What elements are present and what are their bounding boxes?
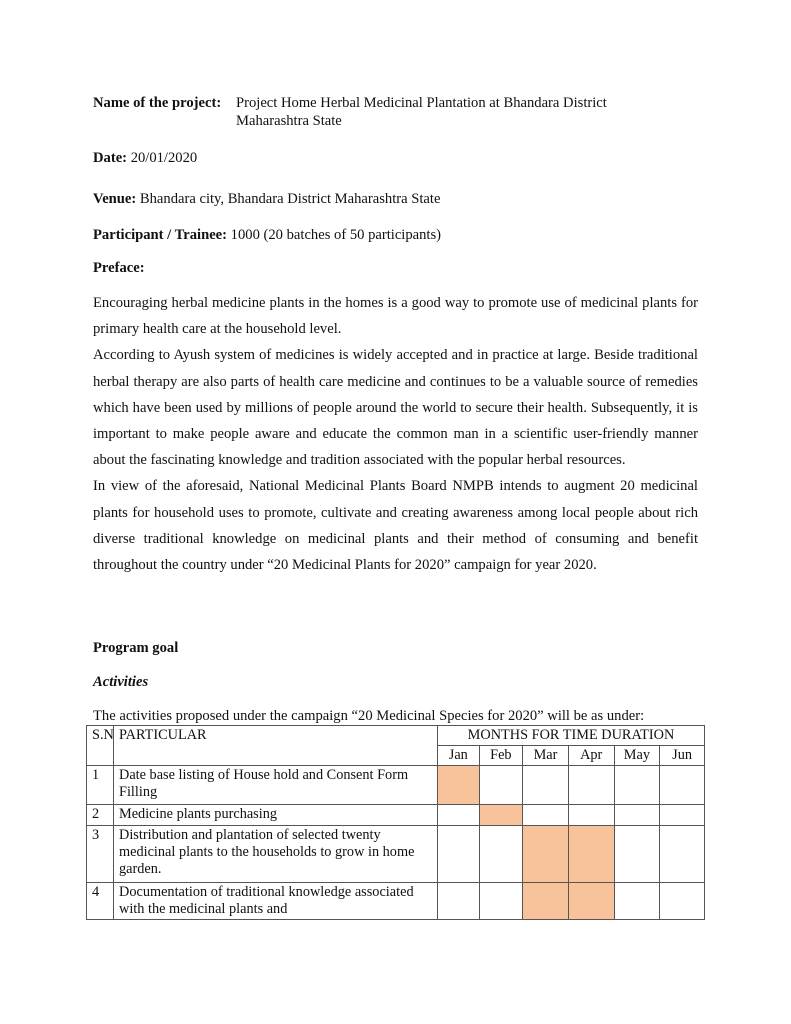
preface-paragraph: In view of the aforesaid, National Medicinal Plants Board NMPB intends to augment 20 medicinal plants for household uses to promote, cultivate and creating awareness among local people about rich diverse traditional knowledge on medicinal plants and their method of consuming and benefit throughout the country under “20 Medicinal Plants for 2020” campaign for year 2020. (93, 478, 698, 574)
month-cell (568, 826, 614, 883)
month-cell (523, 805, 569, 826)
month-cell (438, 766, 480, 805)
activities-heading: Activities (93, 674, 149, 690)
month-cell (660, 883, 705, 920)
program-goal-heading: Program goal (93, 640, 179, 656)
month-header: Jan (438, 746, 480, 766)
venue-label: Venue: (93, 191, 137, 207)
month-cell (438, 826, 480, 883)
month-cell (523, 826, 569, 883)
row-sn: 2 (87, 805, 114, 826)
date-value: 20/01/2020 (127, 150, 198, 166)
month-cell (660, 805, 705, 826)
month-cell (568, 883, 614, 920)
month-cell (479, 826, 523, 883)
month-cell (438, 805, 480, 826)
month-cell (479, 805, 523, 826)
month-cell (660, 766, 705, 805)
preface-paragraph: Encouraging herbal medicine plants in the homes is a good way to promote use of medicinal plants for primary health care at the household level. (93, 295, 698, 338)
activities-intro: The activities proposed under the campaign “20 Medicinal Species for 2020” will be as under: (93, 708, 645, 724)
row-particular: Documentation of traditional knowledge associated with the medicinal plants and (114, 883, 438, 920)
month-header: Mar (523, 746, 569, 766)
header-months: MONTHS FOR TIME DURATION (438, 726, 705, 746)
venue-row (93, 190, 440, 208)
table-row (87, 883, 705, 920)
row-sn: 3 (87, 826, 114, 883)
participant-label: Participant / Trainee: (93, 227, 228, 243)
month-cell (614, 766, 660, 805)
row-particular: Distribution and plantation of selected twenty medicinal plants to the households to grow in home garden. (114, 826, 438, 883)
month-cell (523, 766, 569, 805)
preface-heading: Preface: (93, 260, 145, 276)
month-header: May (614, 746, 660, 766)
month-cell (479, 883, 523, 920)
month-cell (568, 766, 614, 805)
header-sn: S.N (87, 726, 114, 766)
table-row (87, 805, 705, 826)
month-header: Feb (479, 746, 523, 766)
row-particular: Date base listing of House hold and Consent Form Filling (114, 766, 438, 805)
participant-value: 1000 (20 batches of 50 participants) (227, 227, 442, 243)
date-label: Date: (93, 150, 128, 166)
table-row (87, 826, 705, 883)
header-particular: PARTICULAR (114, 726, 438, 766)
month-cell (523, 883, 569, 920)
project-name-value: Project Home Herbal Medicinal Plantation at Bhandara District Maharashtra State (236, 95, 607, 129)
row-sn: 1 (87, 766, 114, 805)
month-cell (479, 766, 523, 805)
month-cell (614, 826, 660, 883)
month-cell (660, 826, 705, 883)
project-name-label: Name of the project: (93, 95, 222, 111)
preface-paragraph: According to Ayush system of medicines is widely accepted and in practice at large. Beside traditional herbal therapy are also parts of health care medicine and continues to be a valuable source of remedies which have been used by millions of people around the world to secure their health. Subsequently, it is important to make people aware and educate the common man in a scientific user-friendly manner about the fascinating knowledge and tradition associated with the popular herbal resources. (93, 347, 698, 469)
month-cell (438, 883, 480, 920)
project-name-row (93, 94, 656, 130)
row-sn: 4 (87, 883, 114, 920)
venue-value: Bhandara city, Bhandara District Maharashtra State (136, 191, 441, 207)
month-header: Apr (568, 746, 614, 766)
preface-body (93, 290, 698, 578)
month-cell (568, 805, 614, 826)
date-row (93, 149, 197, 167)
table-row (87, 766, 705, 805)
month-cell (614, 805, 660, 826)
row-particular: Medicine plants purchasing (114, 805, 438, 826)
participant-row (93, 226, 441, 244)
month-cell (614, 883, 660, 920)
month-header: Jun (660, 746, 705, 766)
activity-schedule-table (86, 725, 705, 920)
